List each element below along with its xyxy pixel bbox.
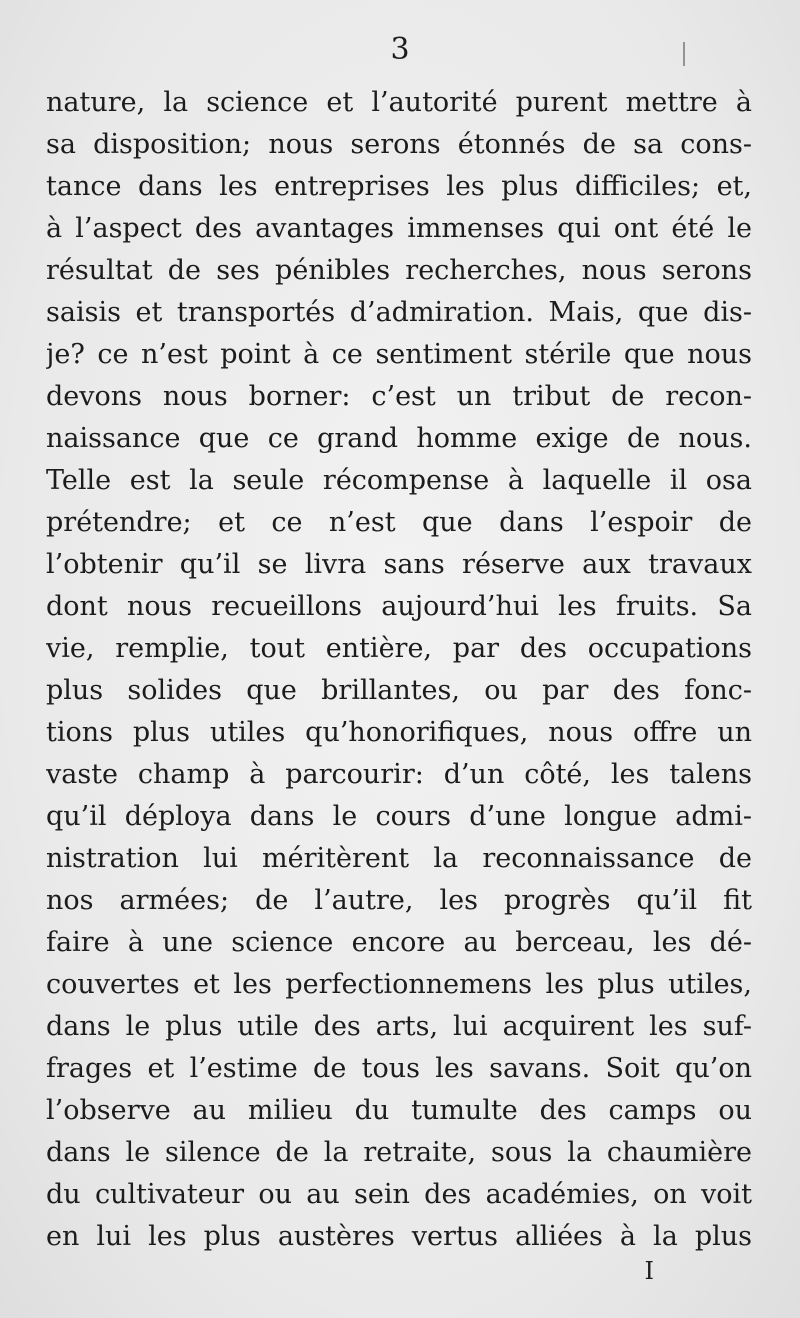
text-line: frages et l’estime de tous les savans. Soit qu’on <box>46 1053 752 1084</box>
text-line: nature, la science et l’autorité purent mettre à <box>46 87 752 118</box>
signature-mark: I <box>644 1257 654 1285</box>
text-line: nos armées; de l’autre, les progrès qu’il fit <box>46 885 752 916</box>
text-line: naissance que ce grand homme exige de nous. <box>46 423 752 454</box>
text-line: tions plus utiles qu’honorifiques, nous offre un <box>46 717 752 748</box>
text-line: nistration lui méritèrent la reconnaissance de <box>46 843 752 874</box>
text-line: vaste champ à parcourir: d’un côté, les talens <box>46 759 752 790</box>
text-line: devons nous borner: c’est un tribut de recon- <box>46 381 752 412</box>
text-line: en lui les plus austères vertus alliées à la plus <box>46 1221 752 1252</box>
text-line: l’observe au milieu du tumulte des camps ou <box>46 1095 752 1126</box>
text-line: couvertes et les perfectionnemens les plus utiles, <box>46 969 752 1000</box>
text-line: à l’aspect des avantages immenses qui ont été le <box>46 213 752 244</box>
body-text <box>46 82 752 1258</box>
text-line: tance dans les entreprises les plus difficiles; et, <box>46 171 752 202</box>
text-line: plus solides que brillantes, ou par des fonc- <box>46 675 752 706</box>
text-line: je? ce n’est point à ce sentiment stérile que nous <box>46 339 752 370</box>
text-line: qu’il déploya dans le cours d’une longue admi- <box>46 801 752 832</box>
page-number: 3 <box>390 32 410 67</box>
text-line: du cultivateur ou au sein des académies, on voit <box>46 1179 752 1210</box>
text-line: résultat de ses pénibles recherches, nous serons <box>46 255 752 286</box>
text-line: faire à une science encore au berceau, les dé- <box>46 927 752 958</box>
text-line: prétendre; et ce n’est que dans l’espoir de <box>46 507 752 538</box>
text-line: dans le plus utile des arts, lui acquirent les suf- <box>46 1011 752 1042</box>
text-line: dont nous recueillons aujourd’hui les fruits. Sa <box>46 591 752 622</box>
text-line: dans le silence de la retraite, sous la chaumière <box>46 1137 752 1168</box>
text-line: l’obtenir qu’il se livra sans réserve aux travaux <box>46 549 752 580</box>
text-line: Telle est la seule récompense à laquelle il osa <box>46 465 752 496</box>
text-line: sa disposition; nous serons étonnés de sa cons- <box>46 129 752 160</box>
text-line: vie, remplie, tout entière, par des occupations <box>46 633 752 664</box>
text-line: saisis et transportés d’admiration. Mais, que dis- <box>46 297 752 328</box>
